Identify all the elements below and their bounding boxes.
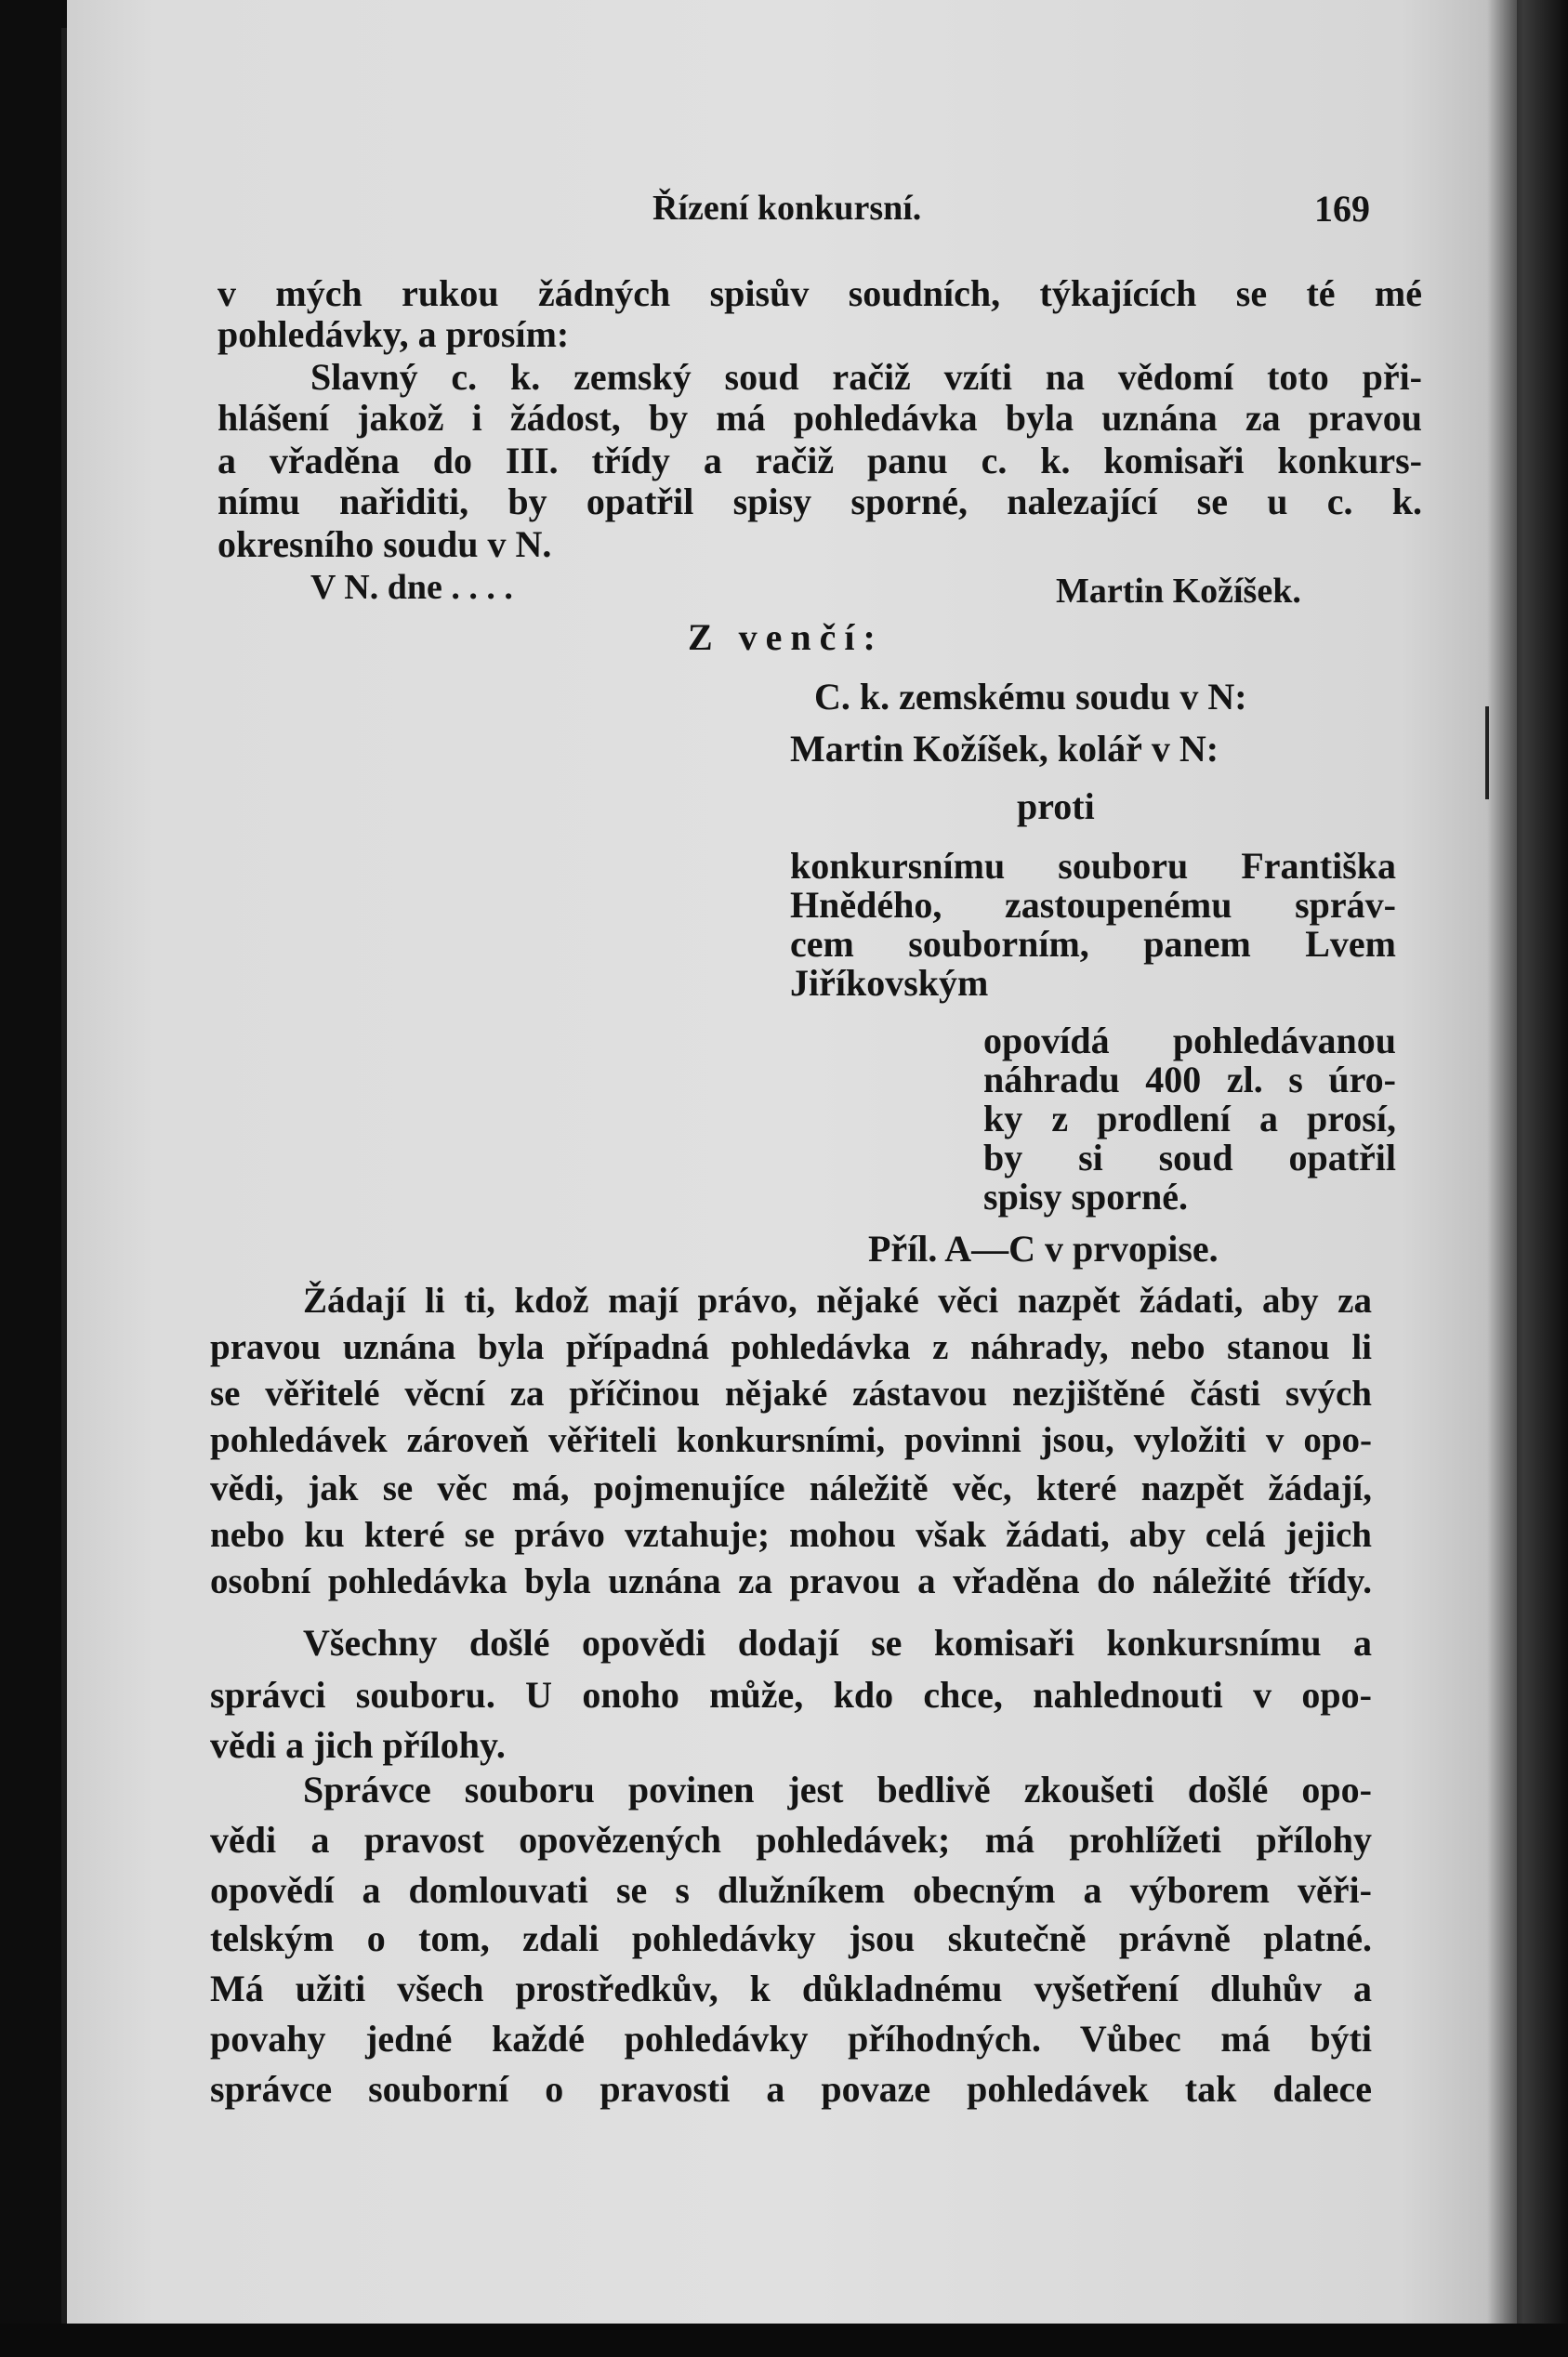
running-header-title: Řízení konkursní. — [652, 189, 922, 228]
subject-line: spisy sporné. — [983, 1176, 1189, 1218]
body-line: správci souboru. U onoho může, kdo chce, nahlednouti v opo- — [210, 1674, 1372, 1716]
body-line: vědi, jak se věc má, pojmenujíce náležitě věc, které nazpět žádají, — [210, 1468, 1372, 1508]
body-line: správce souborní o pravosti a povaze pohledávek tak dalece — [210, 2068, 1372, 2110]
body-line: pravou uznána byla případná pohledávka z náhrady, nebo stanou li — [210, 1327, 1372, 1367]
body-line: nebo ku které se právo vztahuje; mohou však žádati, aby celá jejich — [210, 1515, 1372, 1555]
body-line: Správce souboru povinen jest bedlivě zkoušeti došlé opo- — [303, 1769, 1372, 1811]
outside-heading: Z venčí: — [688, 616, 884, 658]
signature: Martin Kožíšek. — [1056, 572, 1301, 611]
letter-line: v mých rukou žádných spisův soudních, týkajících se té mé — [217, 272, 1422, 314]
margin-mark — [1485, 706, 1489, 799]
addressee: C. k. zemskému soudu v N: — [814, 676, 1247, 718]
opponent-line: Hnědého, zastoupenému správ- — [790, 884, 1396, 926]
body-line: Všechny došlé opovědi dodají se komisaři konkursnímu a — [303, 1622, 1372, 1664]
subject-line: opovídá pohledávanou — [983, 1020, 1396, 1061]
subject-line: ky z prodlení a prosí, — [983, 1098, 1396, 1139]
letter-line: a vřaděna do III. třídy a račiž panu c. k. komisaři konkurs- — [217, 440, 1422, 481]
subject-line: náhradu 400 zl. s úro- — [983, 1059, 1396, 1100]
versus: proti — [1017, 785, 1095, 827]
body-line: Má užiti všech prostředkův, k důkladnému vyšetření dluhův a — [210, 1968, 1372, 2009]
body-line: opovědí a domlouvati se s dlužníkem obecným a výborem věři- — [210, 1869, 1372, 1911]
page-left-edge — [61, 28, 67, 2324]
page-bottom-edge — [0, 2324, 1568, 2357]
opponent-line: Jiříkovským — [790, 962, 989, 1004]
body-line: pohledávek zároveň věřiteli konkursními, povinni jsou, vyložiti v opo- — [210, 1420, 1372, 1460]
letter-line: pohledávky, a prosím: — [217, 313, 570, 355]
letter-line: Slavný c. k. zemský soud račiž vzíti na vědomí toto při- — [310, 356, 1422, 398]
attachments: Příl. A—C v prvopise. — [868, 1228, 1219, 1270]
subject-line: by si soud opatřil — [983, 1137, 1396, 1178]
opponent-line: konkursnímu souboru Františka — [790, 845, 1396, 887]
body-line: Žádají li ti, kdož mají právo, nějaké věci nazpět žádati, aby za — [303, 1281, 1372, 1321]
party: Martin Kožíšek, kolář v N: — [790, 728, 1219, 770]
place-date: V N. dne . . . . — [310, 568, 513, 607]
body-line: vědi a jich přílohy. — [210, 1724, 506, 1766]
body-line: osobní pohledávka byla uznána za pravou a vřaděna do náležité třídy. — [210, 1561, 1372, 1601]
letter-line: hlášení jakož i žádost, by má pohledávka byla uznána za pravou — [217, 397, 1422, 439]
page-number: 169 — [1314, 188, 1370, 230]
page-right-edge-shadow — [1487, 0, 1568, 2357]
body-line: se věřitelé věcní za příčinou nějaké zástavou nezjištěné části svých — [210, 1374, 1372, 1414]
opponent-line: cem souborním, panem Lvem — [790, 923, 1396, 965]
body-line: telským o tom, zdali pohledávky jsou skutečně právně platné. — [210, 1917, 1372, 1959]
letter-line: okresního soudu v N. — [217, 523, 552, 565]
letter-line: nímu nařiditi, by opatřil spisy sporné, nalezající se u c. k. — [217, 481, 1422, 522]
body-line: povahy jedné každé pohledávky příhodných. Vůbec má býti — [210, 2018, 1372, 2060]
body-line: vědi a pravost opovězených pohledávek; má prohlížeti přílohy — [210, 1819, 1372, 1861]
